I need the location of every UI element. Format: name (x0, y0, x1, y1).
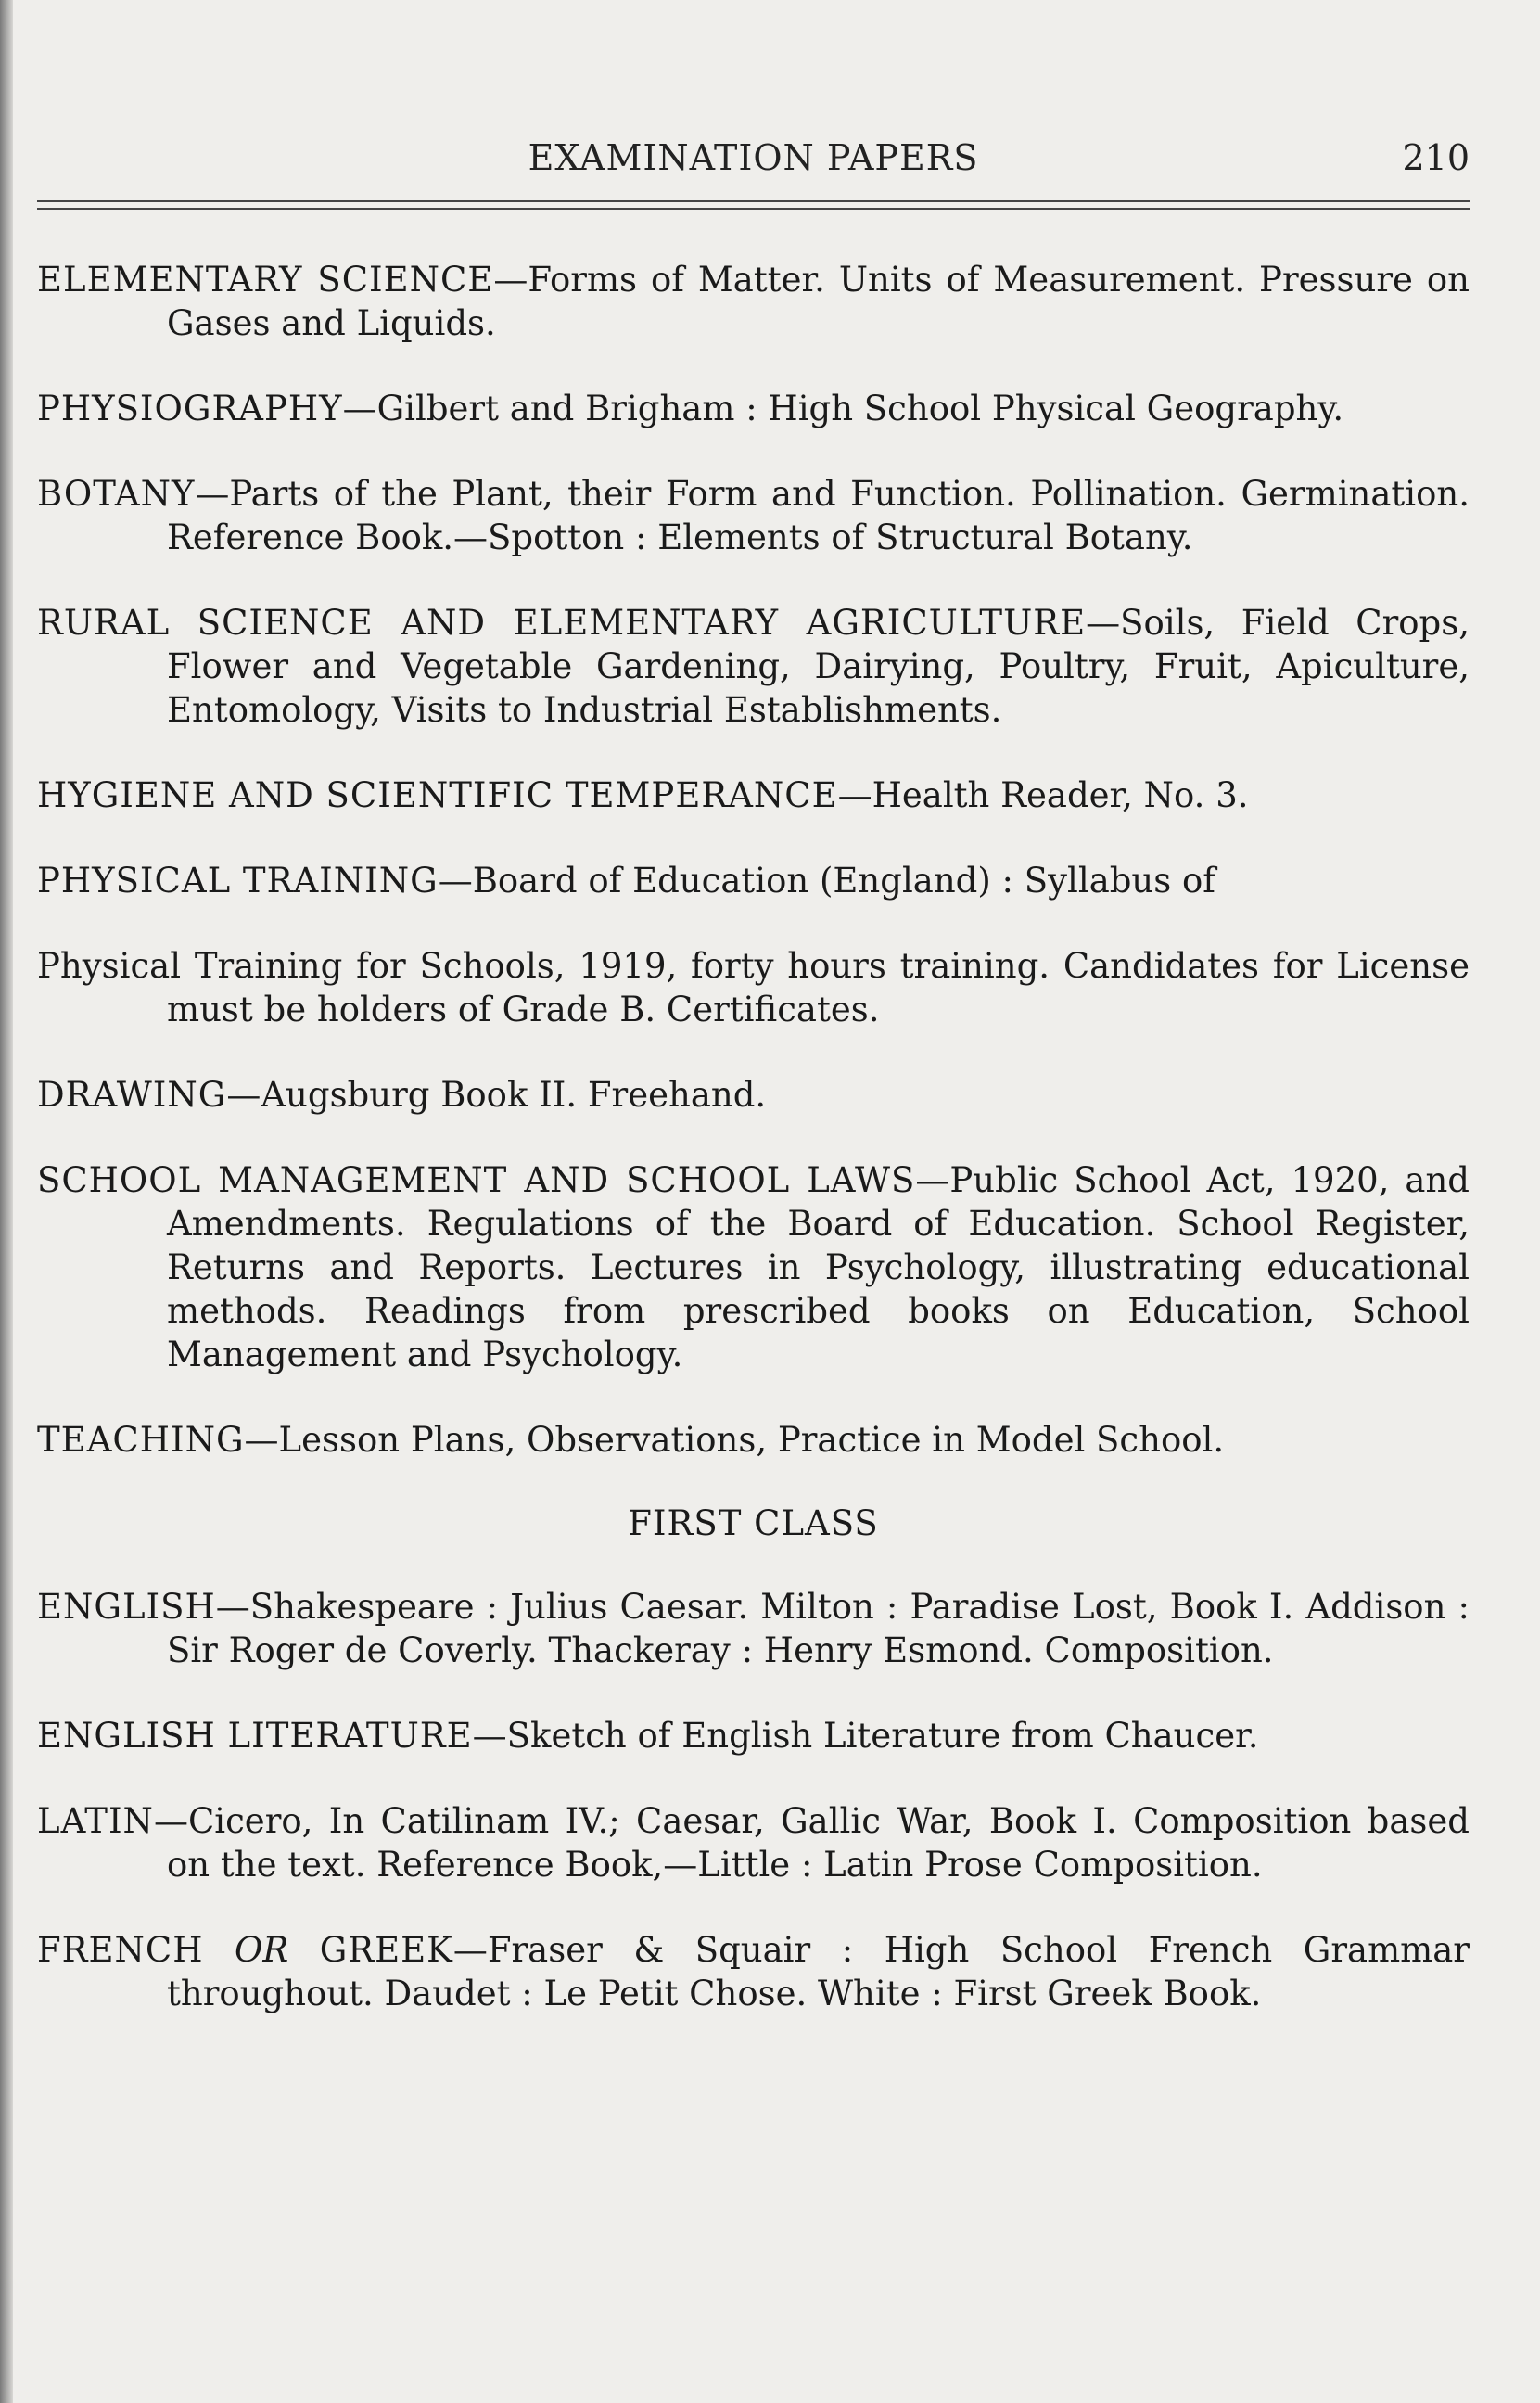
entry-text: Soils, Field Crops, Flower and Vegetable Gardening, Dairying, Poultry, Fruit, Apiculture, Entomology, Visits to Industrial Establishments. (167, 603, 1470, 730)
entry-topic: PHYSIOGRAPHY (37, 389, 343, 428)
header-rule-bottom (37, 208, 1470, 210)
entry-hygiene-and-scientific-temperance (37, 773, 1470, 817)
entry-separator: — (226, 1075, 261, 1115)
physical-training-continuation: Physical Training for Schools, 1919, forty hours training. Candidates for License must be holders of Grade B. Certificates. (37, 946, 1470, 1029)
entry-separator: — (215, 1587, 250, 1627)
entry-topic: GREEK (319, 1930, 453, 1970)
entries-group-b (37, 1073, 1470, 1462)
entry-school-management-and-school-laws (37, 1158, 1470, 1376)
entry-topic: PHYSICAL TRAINING (37, 861, 439, 901)
entry-french-or-greek (37, 1928, 1470, 2015)
entry-separator: — (915, 1160, 950, 1200)
entry-drawing (37, 1073, 1470, 1117)
entry-text: Fraser & Squair : High School French Grammar throughout. Daudet : Le Petit Chose. White : First Greek Book. (167, 1930, 1470, 2013)
entry-connector: OR (235, 1930, 289, 1970)
entry-text: Lesson Plans, Observations, Practice in Model School. (278, 1420, 1225, 1460)
entry-latin (37, 1799, 1470, 1886)
entry-separator: — (493, 260, 528, 300)
entry-topic: BOTANY (37, 474, 196, 514)
entry-separator: — (837, 775, 872, 815)
page-spine-shadow (0, 0, 13, 2403)
running-head: EXAMINATION PAPERS (528, 137, 979, 178)
entry-separator: — (195, 474, 230, 514)
entry-topic: HYGIENE AND SCIENTIFIC TEMPERANCE (37, 775, 838, 815)
entry-botany (37, 472, 1470, 559)
entry-separator: — (472, 1716, 507, 1756)
entry-topic: TEACHING (37, 1420, 245, 1460)
page-header (37, 137, 1470, 178)
entry-text: Shakespeare : Julius Caesar. Milton : Paradise Lost, Book I. Addison : Sir Roger de Coverly. Thackeray : Henry Esmond. Composition. (167, 1587, 1470, 1670)
entries-group-a (37, 258, 1470, 902)
section-heading-first-class: FIRST CLASS (628, 1503, 879, 1543)
entry-separator: — (244, 1420, 279, 1460)
entry-english-literature (37, 1714, 1470, 1758)
entry-topic: FRENCH (37, 1930, 204, 1970)
entry-text: Public School Act, 1920, and Amendments. Regulations of the Board of Education. School Register, Returns and Reports. Lectures in Psychology, illustrating educational methods. Readings from prescribed books on Education, School Management and Psychology. (167, 1160, 1470, 1374)
entry-separator: — (1086, 603, 1121, 643)
entry-teaching (37, 1418, 1470, 1462)
header-rule-top (37, 200, 1470, 202)
entry-text: Gilbert and Brigham : High School Physical Geography. (376, 389, 1344, 428)
entry-separator: — (153, 1801, 188, 1841)
entry-separator: — (452, 1930, 488, 1970)
entry-separator: — (342, 389, 377, 428)
entries-group-c (37, 1585, 1470, 1886)
page-content (37, 258, 1470, 2057)
entry-separator: — (438, 861, 473, 901)
entry-topic: ENGLISH (37, 1587, 216, 1627)
entry-english (37, 1585, 1470, 1672)
entry-physical-training (37, 859, 1470, 902)
entry-topic: LATIN (37, 1801, 154, 1841)
entry-elementary-science (37, 258, 1470, 345)
entry-topic: ENGLISH LITERATURE (37, 1716, 473, 1756)
entry-text: Sketch of English Literature from Chaucer. (506, 1716, 1259, 1756)
entry-topic: ELEMENTARY SCIENCE (37, 260, 494, 300)
entry-topic: RURAL SCIENCE AND ELEMENTARY AGRICULTURE (37, 603, 1087, 643)
entry-physiography (37, 387, 1470, 430)
entry-text: Forms of Matter. Units of Measurement. Pressure on Gases and Liquids. (167, 260, 1470, 343)
entry-topic: SCHOOL MANAGEMENT AND SCHOOL LAWS (37, 1160, 916, 1200)
entry-text: Augsburg Book II. Freehand. (261, 1075, 767, 1115)
entry-text: Board of Education (England) : Syllabus of (472, 861, 1215, 901)
entry-topic: DRAWING (37, 1075, 227, 1115)
entry-text: Cicero, In Catilinam IV.; Caesar, Gallic War, Book I. Composition based on the text. Reference Book,—Little : Latin Prose Composition. (167, 1801, 1470, 1885)
entry-text: Parts of the Plant, their Form and Function. Pollination. Germination. Reference Book.—Spotton : Elements of Structural Botany. (167, 474, 1470, 557)
entry-text: Health Reader, No. 3. (872, 775, 1249, 815)
page-number: 210 (1402, 137, 1470, 178)
entry-rural-science-and-elementary-agriculture (37, 601, 1470, 732)
